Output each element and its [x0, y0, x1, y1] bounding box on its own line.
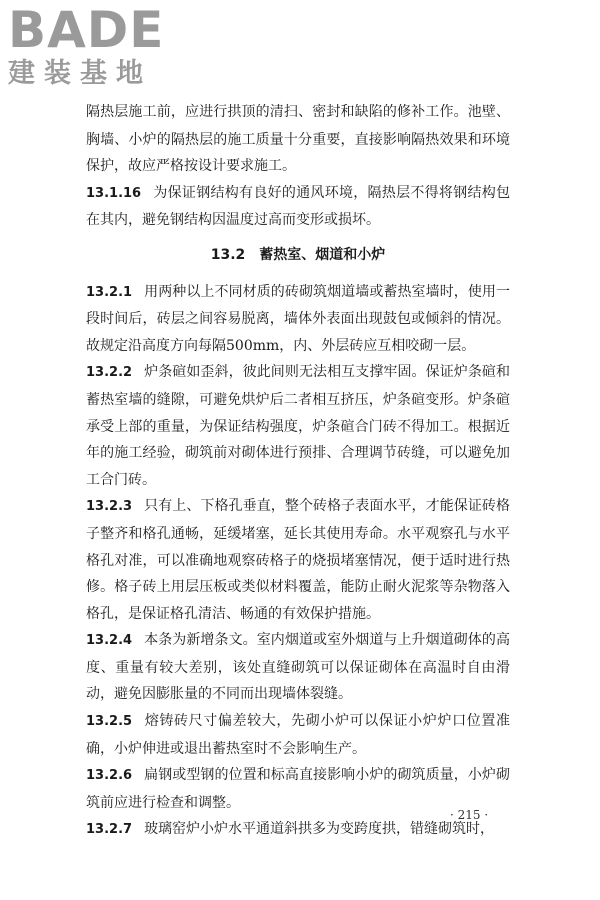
clause-text: 用两种以上不同材质的砖砌筑烟道墙或蓄热室墙时，使用一段时间后，砖层之间容易脱离，墙体外表面出现鼓包或倾斜的情况。故规定沿高度方向每隔500mm，内、外层砖应互相咬砌一层。: [86, 283, 510, 354]
section-title: 蓄热室、烟道和小炉: [259, 246, 386, 263]
clause-13-1-16: [86, 180, 510, 234]
page-number: · 215 ·: [450, 808, 489, 822]
clause-number: 13.2.4: [86, 633, 133, 649]
clause-13-2-6: [86, 762, 510, 816]
clause-13-2-3: [86, 493, 510, 627]
paragraph-text: 隔热层施工前，应进行拱顶的清扫、密封和缺陷的修补工作。池壁、胸墙、小炉的隔热层的施工质量十分重要，直接影响隔热效果和环境保护，故应严格按设计要求施工。: [86, 104, 510, 175]
clause-number: 13.2.7: [86, 822, 133, 838]
section-number: 13.2: [210, 246, 246, 263]
clause-number: 13.2.6: [86, 768, 133, 784]
clause-text: 本条为新增条文。室内烟道或室外烟道与上升烟道砌体的高度、重量有较大差别，该处直缝砌筑可以保证砌体在高温时自由滑动，避免因膨胀量的不同而出现墙体裂缝。: [86, 632, 510, 703]
clause-13-2-7: [86, 816, 510, 844]
bade-logo: [8, 1, 178, 94]
clause-13-2-4: [86, 627, 510, 708]
clause-number: 13.2.2: [86, 365, 133, 381]
clause-13-2-2: [86, 359, 510, 493]
clause-13-2-1: [86, 279, 510, 360]
page-body: [86, 99, 510, 844]
logo-subtitle: 建装基地: [8, 58, 152, 89]
paragraph: [86, 99, 510, 180]
clause-13-2-5: [86, 708, 510, 762]
clause-number: 13.2.5: [86, 714, 133, 730]
clause-text: 炉条碹如歪斜，彼此间则无法相互支撑牢固。保证炉条碹和蓄热室墙的缝隙，可避免烘炉后二者相互挤压，炉条碹变形。炉条碹承受上部的重量，为保证结构强度，炉条碹合门砖不得加工。根据近年的施工经验，砌筑前对砌体进行预排、合理调节砖缝，可以避免加工合门砖。: [86, 364, 510, 488]
clause-text: 只有上、下格孔垂直，整个砖格子表面水平，才能保证砖格子整齐和格孔通畅，延缓堵塞，延长其使用寿命。水平观察孔与水平格孔对准，可以准确地观察砖格子的烧损堵塞情况，便于适时进行热修。格子砖上用层压板或类似材料覆盖，能防止耐火泥浆等杂物落入格孔，是保证格孔清洁、畅通的有效保护措施。: [86, 498, 510, 622]
clause-text: 熔铸砖尺寸偏差较大，先砌小炉可以保证小炉炉口位置准确，小炉伸进或退出蓄热室时不会影响生产。: [86, 713, 510, 757]
clause-text: 扁钢或型钢的位置和标高直接影响小炉的砌筑质量，小炉砌筑前应进行检查和调整。: [86, 767, 510, 811]
clause-text: 为保证钢结构有良好的通风环境，隔热层不得将钢结构包在其内，避免钢结构因温度过高而变形或损坏。: [86, 184, 510, 229]
logo-text: BADE: [8, 1, 165, 59]
clause-number: 13.2.3: [86, 499, 133, 515]
clause-text: 玻璃窑炉小炉水平通道斜拱多为变跨度拱，错缝砌筑时，: [144, 821, 495, 838]
clause-number: 13.1.16: [86, 185, 142, 201]
clause-number: 13.2.1: [86, 284, 133, 300]
section-heading: [86, 242, 510, 269]
